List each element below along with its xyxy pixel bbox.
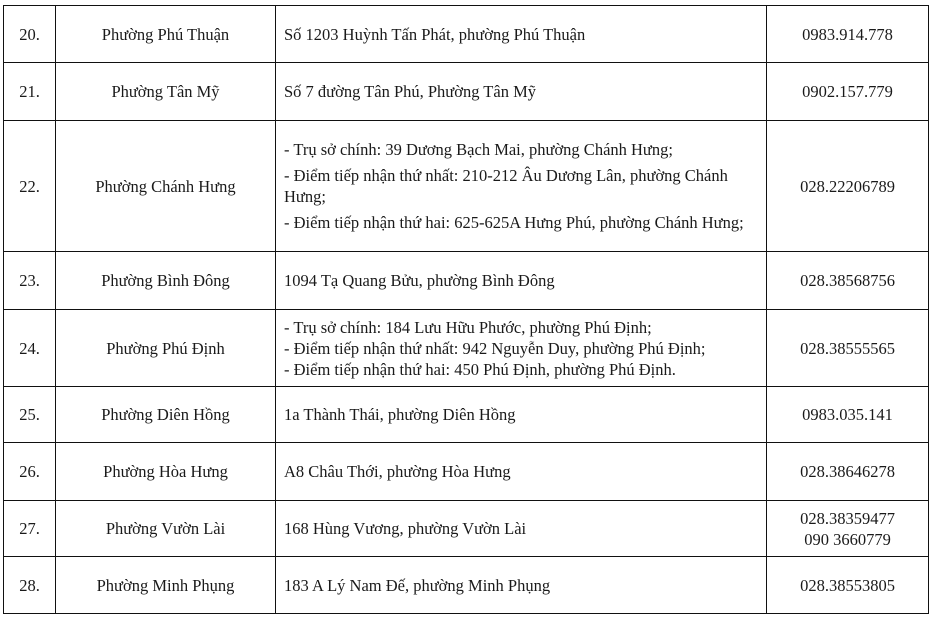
address [276,63,767,121]
address-line: - Điểm tiếp nhận thứ hai: 450 Phú Định, phường Phú Định. [284,359,676,379]
address [276,121,767,252]
row-number: 24. [4,310,56,387]
address-line: Số 1203 Huỳnh Tấn Phát, phường Phú Thuận [284,24,586,44]
phone-numbers [767,501,929,557]
address-line: 168 Hùng Vương, phường Vườn Lài [284,519,527,538]
ward-name: Phường Hòa Hưng [56,443,276,501]
phone-number: 028.38359477 [800,508,895,528]
row-number: 23. [4,252,56,310]
address [276,252,767,310]
ward-name: Phường Phú Thuận [56,6,276,63]
phone-number: 028.38555565 [767,310,929,387]
row-number: 21. [4,63,56,121]
ward-name: Phường Minh Phụng [56,557,276,614]
row-number: 27. [4,501,56,557]
phone-number: 028.22206789 [767,121,929,252]
ward-name: Phường Vườn Lài [56,501,276,557]
address [276,310,767,387]
row-number: 28. [4,557,56,614]
address-line: - Điểm tiếp nhận thứ nhất: 942 Nguyễn Duy, phường Phú Định; [284,338,706,358]
address [276,557,767,614]
phone-number: 0902.157.779 [767,63,929,121]
ward-name: Phường Tân Mỹ [56,63,276,121]
row-number: 25. [4,387,56,443]
table-row [4,121,929,252]
phone-number: 028.38568756 [767,252,929,310]
phone-number: 028.38553805 [767,557,929,614]
table-row [4,310,929,387]
table-row [4,387,929,443]
address [276,6,767,63]
table-row [4,557,929,614]
address [276,443,767,501]
address-line: - Điểm tiếp nhận thứ hai: 625-625A Hưng Phú, phường Chánh Hưng; [284,213,744,232]
ward-name: Phường Chánh Hưng [56,121,276,252]
address [276,501,767,557]
address-line: - Điểm tiếp nhận thứ nhất: 210-212 Âu Dương Lân, phường Chánh Hưng; [284,166,728,206]
phone-number: 028.38646278 [767,443,929,501]
address-line: 1a Thành Thái, phường Diên Hồng [284,405,516,424]
address-line: - Trụ sở chính: 39 Dương Bạch Mai, phường Chánh Hưng; [284,140,673,159]
row-number: 22. [4,121,56,252]
table-row [4,443,929,501]
phone-number: 0983.914.778 [767,6,929,63]
address-line: 1094 Tạ Quang Bửu, phường Bình Đông [284,271,555,290]
address-line: - Trụ sở chính: 184 Lưu Hữu Phước, phường Phú Định; [284,317,652,337]
table-row [4,252,929,310]
address [276,387,767,443]
phone-number: 090 3660779 [804,529,891,549]
row-number: 20. [4,6,56,63]
ward-name: Phường Diên Hồng [56,387,276,443]
ward-name: Phường Phú Định [56,310,276,387]
table-row [4,63,929,121]
ward-name: Phường Bình Đông [56,252,276,310]
address-line: 183 A Lý Nam Đế, phường Minh Phụng [284,575,551,595]
table-row [4,501,929,557]
phone-number: 0983.035.141 [767,387,929,443]
address-line: Số 7 đường Tân Phú, Phường Tân Mỹ [284,82,536,101]
table-row [4,6,929,63]
ward-contact-table [3,5,929,614]
address-line: A8 Châu Thới, phường Hòa Hưng [284,462,511,481]
row-number: 26. [4,443,56,501]
